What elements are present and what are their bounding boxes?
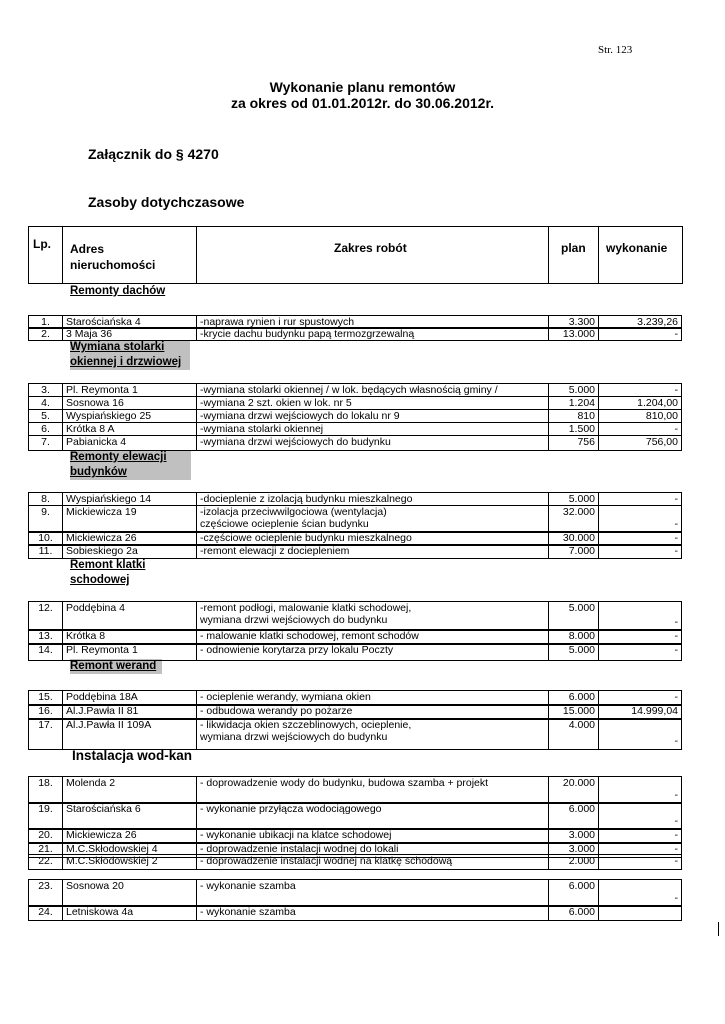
cell-zakres: -krycie dachu budynku papą termozgrzewalną: [196, 328, 548, 340]
header-plan: plan: [561, 241, 586, 255]
cell-plan: 3.300: [548, 316, 598, 328]
cell-lp: 22.: [28, 855, 62, 869]
table-row: [28, 776, 682, 804]
cell-zakres: - likwidacja okien szczeblinowych, ocieplenie, wymiana drzwi wejściowych do budynku: [196, 719, 548, 749]
table-row: [28, 505, 682, 533]
cell-adres: Molenda 2: [62, 777, 196, 803]
table-row: [28, 383, 682, 397]
table-row: [28, 879, 682, 907]
subtitle-heading: Zasoby dotychczasowe: [88, 194, 245, 210]
cell-plan: 32.000: [548, 506, 598, 532]
cell-adres: Starościańska 6: [62, 803, 196, 829]
cell-lp: 6.: [28, 423, 62, 435]
section-title: Remont klatki schodowej: [70, 559, 146, 586]
page-label: Str. 123: [598, 44, 633, 56]
cell-zakres: -docieplenie z izolacją budynku mieszkalnego: [196, 493, 548, 505]
cell-lp: 11.: [28, 545, 62, 558]
cell-lp: 21.: [28, 843, 62, 857]
cell-zakres: -wymiana drzwi wejściowych do budynku: [196, 436, 548, 450]
cell-zakres: - odbudowa werandy po pożarze: [196, 705, 548, 719]
cell-wyk: -: [598, 602, 682, 630]
section-title: Instalacja wod-kan: [72, 748, 193, 763]
table-row: [28, 492, 682, 506]
cell-adres: Al.J.Pawła II 109A: [62, 719, 196, 749]
cell-adres: 3 Maja 36: [62, 328, 196, 340]
cell-zakres: - doprowadzenie wody do budynku, budowa szamba + projekt: [196, 777, 548, 803]
cell-lp: 8.: [28, 493, 62, 505]
cell-adres: M.C.Skłodowskiej 4: [62, 843, 196, 857]
cell-zakres: -remont elewacji z docieplenie​m: [196, 545, 548, 558]
cell-lp: 5.: [28, 410, 62, 422]
cell-zakres: - odnowienie korytarza przy lokalu Poczty: [196, 644, 548, 660]
cell-zakres: -wymiana 2 szt. okien w lok. nr 5: [196, 397, 548, 409]
cell-lp: 17.: [28, 719, 62, 749]
header-wykonanie: wykonanie: [606, 241, 668, 255]
cell-lp: 2.: [28, 328, 62, 340]
cell-plan: 2.000: [548, 855, 598, 869]
cell-zakres: -wymiana drzwi wejściowych do lokalu nr 9: [196, 410, 548, 422]
cell-plan: 1.204: [548, 397, 598, 409]
cell-plan: 5.000: [548, 644, 598, 660]
cell-lp: 20.: [28, 829, 62, 843]
table-row: [28, 854, 682, 870]
cell-wyk: 14.999,04: [598, 705, 682, 719]
cell-adres: Sosnowa 20: [62, 880, 196, 906]
cell-plan: 8.000: [548, 630, 598, 644]
header-divider: [548, 226, 549, 284]
cell-plan: 7.000: [548, 545, 598, 558]
cell-lp: 15.: [28, 691, 62, 705]
header-divider: [62, 226, 63, 284]
cell-wyk: -: [598, 719, 682, 749]
cell-plan: 20.000: [548, 777, 598, 803]
table-row: [28, 718, 682, 750]
table-row: [28, 422, 682, 436]
cell-wyk: -: [598, 545, 682, 558]
table-row: [28, 435, 682, 451]
cell-wyk: -: [598, 691, 682, 705]
cell-lp: 10.: [28, 532, 62, 545]
cell-adres: Pl. Reymonta 1: [62, 644, 196, 660]
cell-zakres: -wymiana stolarki okiennej: [196, 423, 548, 435]
cell-lp: 18.: [28, 777, 62, 803]
cell-adres: Mickiewicza 26: [62, 532, 196, 545]
cell-wyk: -: [598, 630, 682, 644]
header-zakres: Zakres robót: [334, 241, 407, 255]
cell-zakres: - wykonanie szamba: [196, 906, 548, 920]
cell-zakres: - wykonanie ubikacji na klatce schodowej: [196, 829, 548, 843]
cell-adres: Sobieskiego 2a: [62, 545, 196, 558]
cell-adres: Wyspiańskiego 25: [62, 410, 196, 422]
margin-mark: [718, 922, 719, 936]
cell-zakres: - wykonanie szamba: [196, 880, 548, 906]
cell-adres: Krótka 8: [62, 630, 196, 644]
cell-wyk: 810,00: [598, 410, 682, 422]
cell-plan: 1.500: [548, 423, 598, 435]
cell-lp: 3.: [28, 384, 62, 396]
cell-plan: 6.000: [548, 803, 598, 829]
header-divider: [196, 226, 197, 284]
section-title: Remonty elewacji budynków: [70, 450, 191, 480]
table-row: [28, 327, 682, 341]
table-row: [28, 643, 682, 661]
table-row: [28, 905, 682, 921]
cell-wyk: -: [598, 880, 682, 906]
cell-adres: Sosnowa 16: [62, 397, 196, 409]
cell-lp: 19.: [28, 803, 62, 829]
cell-zakres: -naprawa rynien i rur spustowych: [196, 316, 548, 328]
cell-adres: M.C.Skłodowskiej 2: [62, 855, 196, 869]
cell-wyk: -: [598, 506, 682, 532]
cell-wyk: -: [598, 493, 682, 505]
table-row: [28, 802, 682, 830]
cell-lp: 23.: [28, 880, 62, 906]
cell-zakres: -remont podłogi, malowanie klatki schodowej, wymiana drzwi wejściowych do budynku: [196, 602, 548, 630]
cell-plan: 6.000: [548, 691, 598, 705]
cell-wyk: -: [598, 843, 682, 857]
cell-zakres: - malowanie klatki schodowej, remont schodów: [196, 630, 548, 644]
cell-adres: Letniskowa 4a: [62, 906, 196, 920]
cell-adres: Al.J.Pawła II 81: [62, 705, 196, 719]
cell-adres: Starościańska 4: [62, 316, 196, 328]
cell-adres: Pl. Reymonta 1: [62, 384, 196, 396]
section-title: Remont werand: [70, 659, 162, 674]
cell-plan: 810: [548, 410, 598, 422]
cell-wyk: -: [598, 532, 682, 545]
cell-lp: 9.: [28, 506, 62, 532]
title-line-2: za okres od 01.01.2012r. do 30.06.2012r.: [230, 95, 495, 111]
cell-zakres: - wykonanie przyłącza wodociągowego: [196, 803, 548, 829]
cell-plan: 3.000: [548, 843, 598, 857]
cell-plan: 6.000: [548, 880, 598, 906]
cell-wyk: 1.204,00: [598, 397, 682, 409]
cell-lp: 13.: [28, 630, 62, 644]
cell-plan: 3.000: [548, 829, 598, 843]
cell-plan: 756: [548, 436, 598, 450]
header-adres: Adres nieruchomości: [70, 242, 156, 272]
cell-lp: 16.: [28, 705, 62, 719]
cell-adres: Mickiewicza 26: [62, 829, 196, 843]
header-lp: Lp.: [33, 237, 51, 251]
cell-wyk: -: [598, 423, 682, 435]
cell-wyk: -: [598, 644, 682, 660]
cell-zakres: -wymiana stolarki okiennej / w lok. będących własnością gminy /: [196, 384, 548, 396]
table-row: [28, 544, 682, 559]
cell-wyk: 3.239,26: [598, 316, 682, 328]
cell-plan: 6.000: [548, 906, 598, 920]
cell-zakres: -izolacja przeciwwilgociowa (wentylacja) częściowe ocieplenie ścian budynku: [196, 506, 548, 532]
cell-adres: Wyspiańskiego 14: [62, 493, 196, 505]
cell-adres: Pabianicka 4: [62, 436, 196, 450]
cell-plan: 30.000: [548, 532, 598, 545]
cell-plan: 4.000: [548, 719, 598, 749]
cell-adres: Krótka 8 A: [62, 423, 196, 435]
cell-zakres: - doprowadzenie instalacji wodnej na klatkę schodową: [196, 855, 548, 869]
cell-plan: 5.000: [548, 602, 598, 630]
table-row: [28, 601, 682, 631]
cell-lp: 24.: [28, 906, 62, 920]
table-row: [28, 396, 682, 410]
cell-lp: 7.: [28, 436, 62, 450]
cell-adres: Mickiewicza 19: [62, 506, 196, 532]
cell-wyk: 756,00: [598, 436, 682, 450]
header-divider: [598, 226, 599, 284]
cell-zakres: -częściowe ocieplenie budynku mieszkalnego: [196, 532, 548, 545]
title-line-1: Wykonanie planu remontów: [269, 79, 456, 95]
cell-lp: 12.: [28, 602, 62, 630]
cell-plan: 5.000: [548, 493, 598, 505]
cell-wyk: -: [598, 803, 682, 829]
cell-wyk: -: [598, 384, 682, 396]
cell-plan: 5.000: [548, 384, 598, 396]
cell-lp: 1.: [28, 316, 62, 328]
cell-wyk: -: [598, 855, 682, 869]
cell-wyk: -: [598, 328, 682, 340]
section-title: Remonty dachów: [70, 285, 166, 297]
cell-adres: Poddębina 18A: [62, 691, 196, 705]
cell-zakres: - ocieplenie werandy, wymiana okien: [196, 691, 548, 705]
cell-lp: 14.: [28, 644, 62, 660]
cell-plan: 13.000: [548, 328, 598, 340]
section-title: Wymiana stolarki okiennej i drzwiowej: [70, 340, 190, 370]
cell-plan: 15.000: [548, 705, 598, 719]
attachment-heading: Załącznik do § 4270: [88, 146, 219, 162]
cell-adres: Poddębina 4: [62, 602, 196, 630]
cell-zakres: - doprowadzenie instalacji wodnej do lokali: [196, 843, 548, 857]
cell-wyk: [598, 906, 682, 920]
table-row: [28, 409, 682, 423]
cell-lp: 4.: [28, 397, 62, 409]
cell-wyk: -: [598, 777, 682, 803]
cell-wyk: -: [598, 829, 682, 843]
